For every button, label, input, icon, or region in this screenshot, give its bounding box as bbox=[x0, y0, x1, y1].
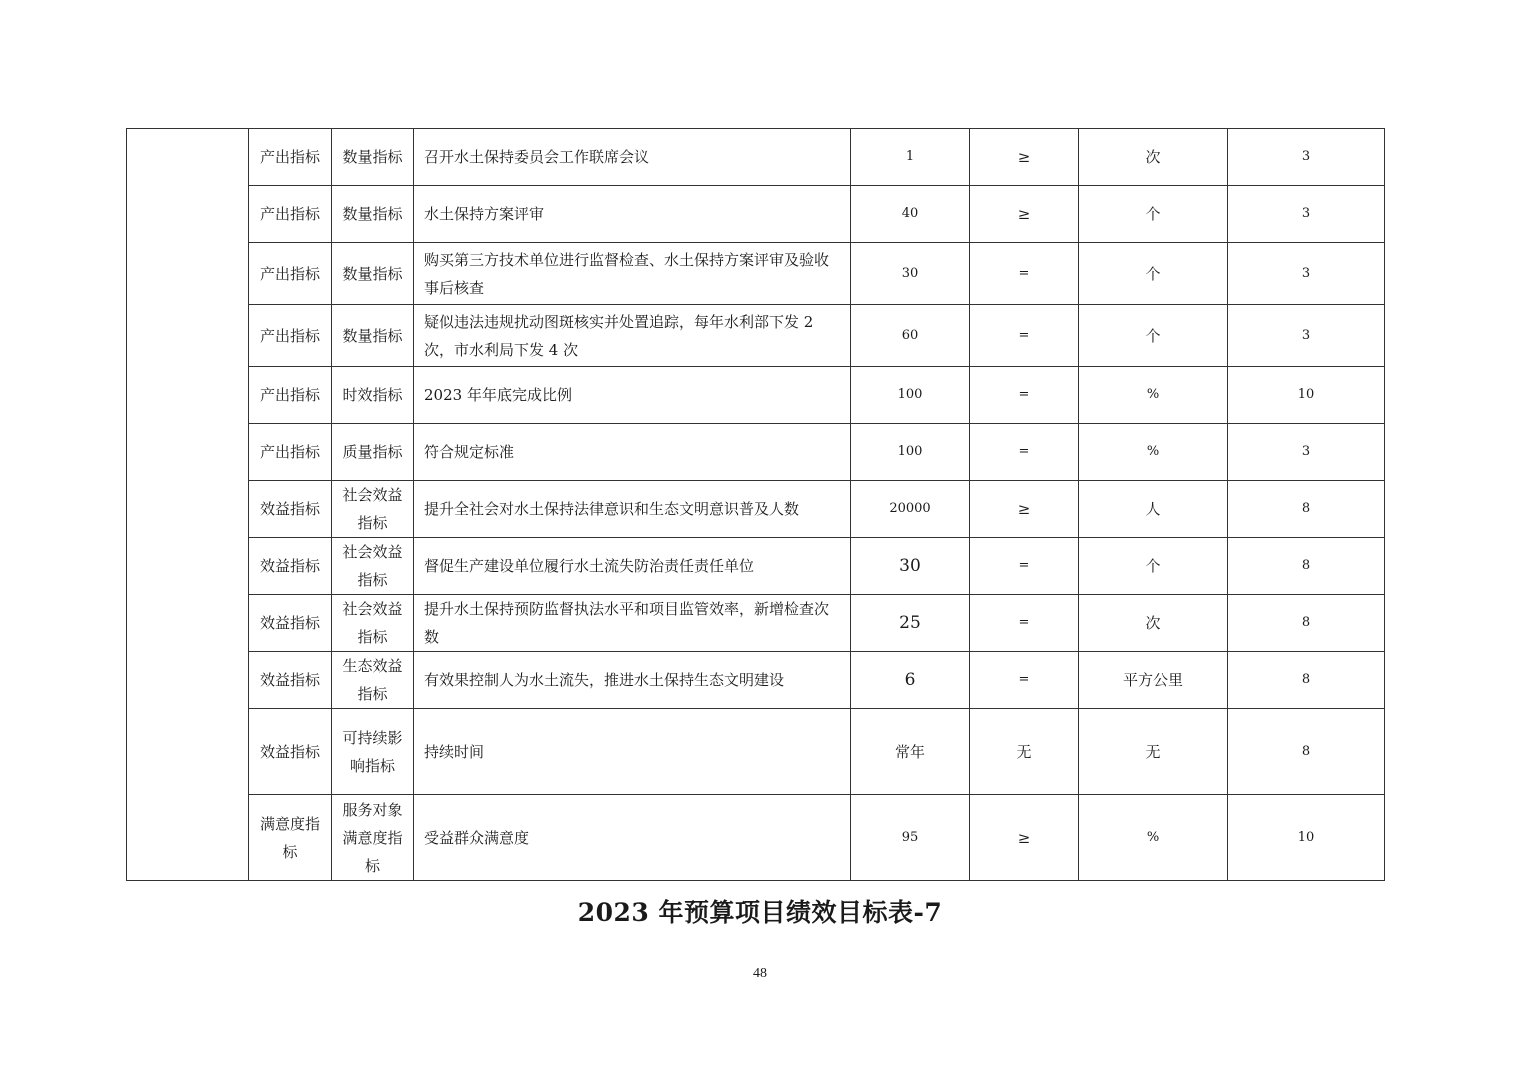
level1-indicator-cell: 产出指标 bbox=[249, 243, 332, 305]
level2-indicator-cell: 可持续影响指标 bbox=[332, 709, 414, 795]
level2-indicator-cell: 数量指标 bbox=[332, 186, 414, 243]
target-value-cell: 20000 bbox=[851, 481, 970, 538]
level1-indicator-cell: 效益指标 bbox=[249, 481, 332, 538]
target-value-cell: 常年 bbox=[851, 709, 970, 795]
level1-indicator-cell: 产出指标 bbox=[249, 129, 332, 186]
performance-target-table bbox=[126, 128, 1385, 881]
level2-indicator-cell: 时效指标 bbox=[332, 367, 414, 424]
score-cell: 3 bbox=[1228, 305, 1385, 367]
indicator-name-cell: 购买第三方技术单位进行监督检查、水土保持方案评审及验收事后核查 bbox=[414, 243, 851, 305]
table-row bbox=[127, 305, 1385, 367]
level1-indicator-cell: 产出指标 bbox=[249, 424, 332, 481]
level1-indicator-cell: 效益指标 bbox=[249, 709, 332, 795]
table-row bbox=[127, 795, 1385, 881]
table-row bbox=[127, 709, 1385, 795]
unit-cell: 次 bbox=[1079, 129, 1228, 186]
indicator-name-cell: 督促生产建设单位履行水土流失防治责任责任单位 bbox=[414, 538, 851, 595]
level1-indicator-cell: 效益指标 bbox=[249, 652, 332, 709]
unit-cell: % bbox=[1079, 795, 1228, 881]
target-value-cell: 25 bbox=[851, 595, 970, 652]
level1-indicator-cell: 效益指标 bbox=[249, 538, 332, 595]
level2-indicator-cell: 数量指标 bbox=[332, 305, 414, 367]
indicator-name-cell: 2023 年年底完成比例 bbox=[414, 367, 851, 424]
indicator-name-cell: 水土保持方案评审 bbox=[414, 186, 851, 243]
indicator-name-cell: 符合规定标准 bbox=[414, 424, 851, 481]
score-cell: 3 bbox=[1228, 243, 1385, 305]
target-value-cell: 60 bbox=[851, 305, 970, 367]
level2-indicator-cell: 数量指标 bbox=[332, 129, 414, 186]
level2-indicator-cell: 生态效益指标 bbox=[332, 652, 414, 709]
score-cell: 3 bbox=[1228, 424, 1385, 481]
score-cell: 10 bbox=[1228, 367, 1385, 424]
operator-cell: = bbox=[970, 595, 1079, 652]
score-cell: 8 bbox=[1228, 595, 1385, 652]
table-row bbox=[127, 424, 1385, 481]
table-row bbox=[127, 481, 1385, 538]
unit-cell: % bbox=[1079, 367, 1228, 424]
unit-cell: 人 bbox=[1079, 481, 1228, 538]
blank-merged-cell bbox=[127, 129, 249, 881]
unit-cell: 个 bbox=[1079, 243, 1228, 305]
level2-indicator-cell: 服务对象满意度指标 bbox=[332, 795, 414, 881]
unit-cell: 个 bbox=[1079, 538, 1228, 595]
target-value-cell: 95 bbox=[851, 795, 970, 881]
indicator-name-cell: 提升水土保持预防监督执法水平和项目监管效率，新增检查次数 bbox=[414, 595, 851, 652]
document-title: 2023 年预算项目绩效目标表-7 bbox=[577, 898, 943, 927]
operator-cell: = bbox=[970, 243, 1079, 305]
level2-indicator-cell: 质量指标 bbox=[332, 424, 414, 481]
level2-indicator-cell: 社会效益指标 bbox=[332, 538, 414, 595]
unit-cell: 无 bbox=[1079, 709, 1228, 795]
operator-cell: ≥ bbox=[970, 795, 1079, 881]
target-value-cell: 1 bbox=[851, 129, 970, 186]
table-row bbox=[127, 243, 1385, 305]
indicator-name-cell: 提升全社会对水土保持法律意识和生态文明意识普及人数 bbox=[414, 481, 851, 538]
score-cell: 8 bbox=[1228, 481, 1385, 538]
target-value-cell: 40 bbox=[851, 186, 970, 243]
operator-cell: 无 bbox=[970, 709, 1079, 795]
level1-indicator-cell: 满意度指标 bbox=[249, 795, 332, 881]
table-row bbox=[127, 186, 1385, 243]
indicator-name-cell: 有效果控制人为水土流失，推进水土保持生态文明建设 bbox=[414, 652, 851, 709]
target-value-cell: 100 bbox=[851, 424, 970, 481]
indicator-name-cell: 受益群众满意度 bbox=[414, 795, 851, 881]
operator-cell: = bbox=[970, 367, 1079, 424]
operator-cell: ≥ bbox=[970, 129, 1079, 186]
score-cell: 8 bbox=[1228, 652, 1385, 709]
target-value-cell: 100 bbox=[851, 367, 970, 424]
operator-cell: ≥ bbox=[970, 481, 1079, 538]
unit-cell: 次 bbox=[1079, 595, 1228, 652]
score-cell: 8 bbox=[1228, 709, 1385, 795]
unit-cell: % bbox=[1079, 424, 1228, 481]
unit-cell: 平方公里 bbox=[1079, 652, 1228, 709]
indicator-name-cell: 疑似违法违规扰动图斑核实并处置追踪，每年水利部下发 2 次，市水利局下发 4 次 bbox=[414, 305, 851, 367]
unit-cell: 个 bbox=[1079, 305, 1228, 367]
table-row bbox=[127, 367, 1385, 424]
level1-indicator-cell: 产出指标 bbox=[249, 186, 332, 243]
table-row bbox=[127, 538, 1385, 595]
table-row bbox=[127, 129, 1385, 186]
indicator-name-cell: 召开水土保持委员会工作联席会议 bbox=[414, 129, 851, 186]
level2-indicator-cell: 社会效益指标 bbox=[332, 481, 414, 538]
target-value-cell: 30 bbox=[851, 243, 970, 305]
table-row bbox=[127, 595, 1385, 652]
score-cell: 3 bbox=[1228, 186, 1385, 243]
operator-cell: = bbox=[970, 652, 1079, 709]
level1-indicator-cell: 产出指标 bbox=[249, 367, 332, 424]
target-value-cell: 30 bbox=[851, 538, 970, 595]
level2-indicator-cell: 数量指标 bbox=[332, 243, 414, 305]
operator-cell: = bbox=[970, 305, 1079, 367]
level1-indicator-cell: 效益指标 bbox=[249, 595, 332, 652]
indicator-name-cell: 持续时间 bbox=[414, 709, 851, 795]
level2-indicator-cell: 社会效益指标 bbox=[332, 595, 414, 652]
operator-cell: = bbox=[970, 538, 1079, 595]
page-number: 48 bbox=[753, 966, 767, 981]
table-row bbox=[127, 652, 1385, 709]
level1-indicator-cell: 产出指标 bbox=[249, 305, 332, 367]
table-body bbox=[127, 129, 1385, 881]
target-value-cell: 6 bbox=[851, 652, 970, 709]
score-cell: 8 bbox=[1228, 538, 1385, 595]
operator-cell: = bbox=[970, 424, 1079, 481]
unit-cell: 个 bbox=[1079, 186, 1228, 243]
score-cell: 3 bbox=[1228, 129, 1385, 186]
score-cell: 10 bbox=[1228, 795, 1385, 881]
operator-cell: ≥ bbox=[970, 186, 1079, 243]
